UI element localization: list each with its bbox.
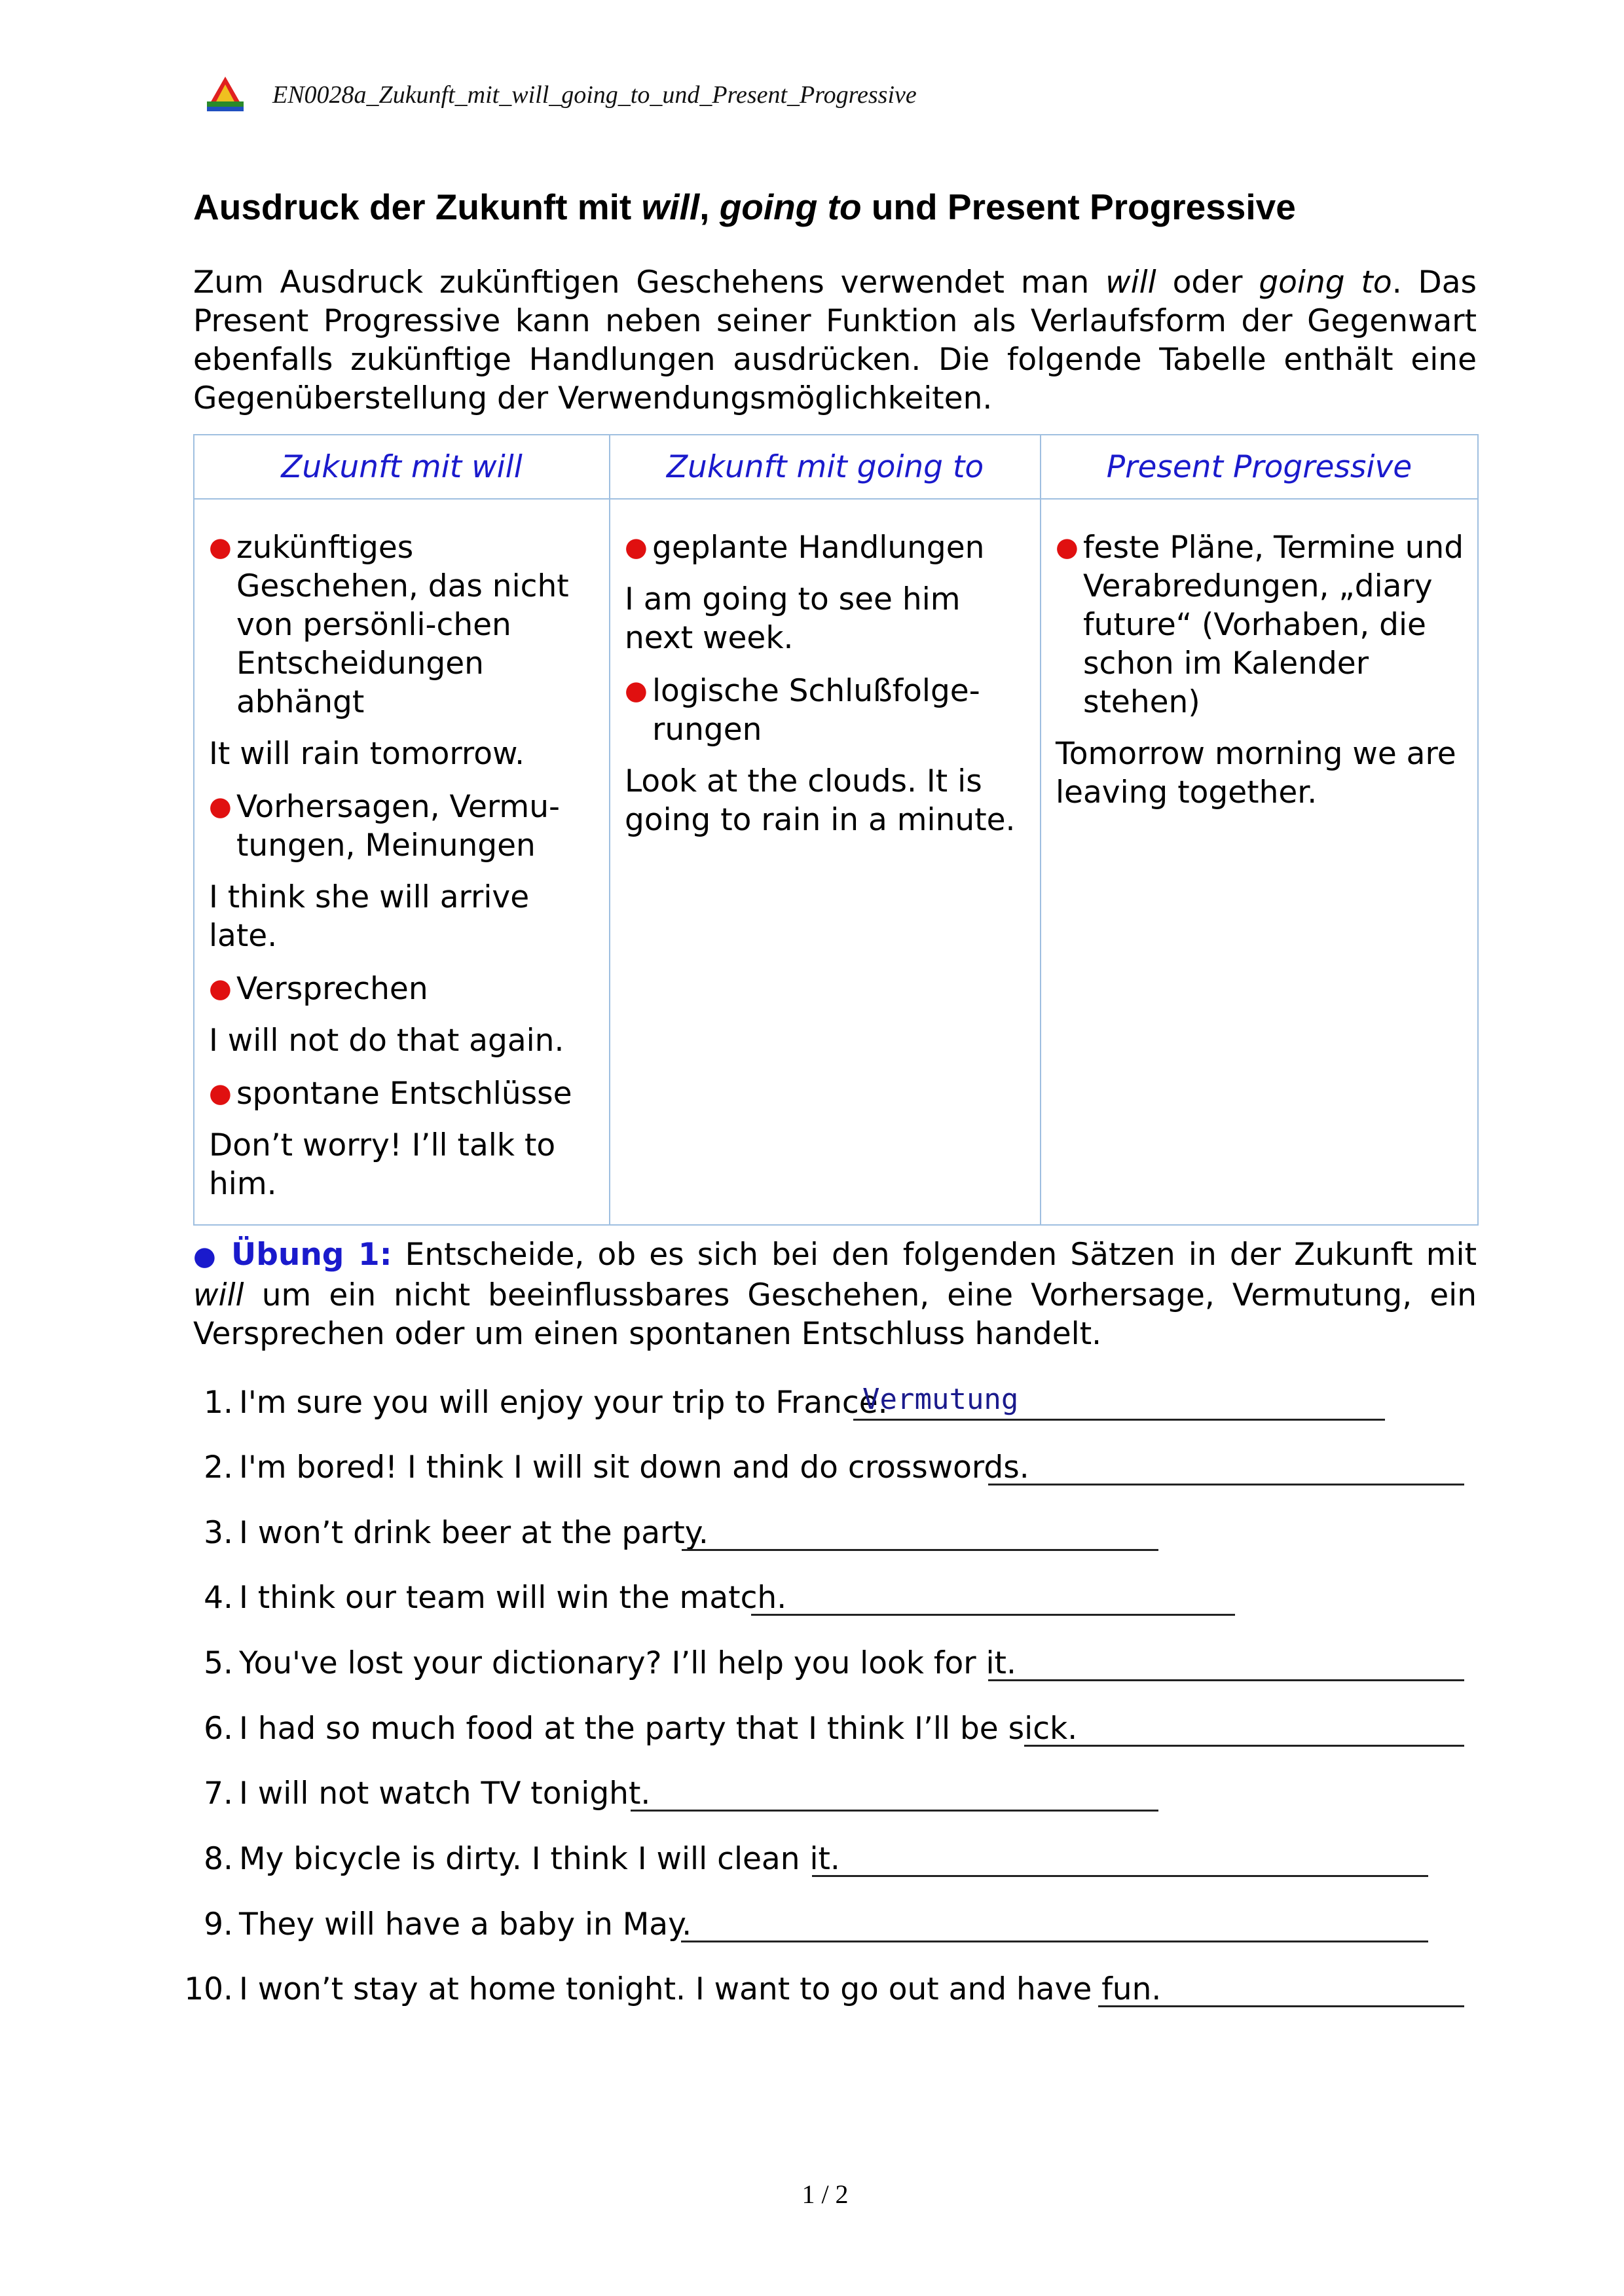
list-item: ● feste Pläne, Termine und Verabredungen, „diary future“ (Vorhaben, die schon im Kalender stehen) <box>1056 530 1464 720</box>
example-sentence: Look at the clouds. It is going to rain in a minute. <box>625 763 1016 838</box>
list-item: ● Versprechen <box>209 971 428 1007</box>
table-header-row <box>194 435 1478 499</box>
example-sentence: I think she will arrive late. <box>209 879 530 954</box>
header-present-progressive: Present Progressive <box>1041 435 1478 499</box>
exercise-instructions: ● Übung 1: Entscheide, ob es sich bei den folgenden Sätzen in der Zukunft mit will um ein nicht beeinflussbares Geschehen, eine Vorhersage, Vermutung, ein Versprechen oder um einen spontanen Entschluss handelt. <box>193 1237 1477 1352</box>
answer-field[interactable] <box>681 1904 1428 1942</box>
example-sentence: Tomorrow morning we are leaving together. <box>1056 736 1456 811</box>
example-sentence: It will rain tomorrow. <box>209 736 525 772</box>
publisher-logo-icon <box>204 75 246 115</box>
answer-field[interactable] <box>751 1577 1235 1616</box>
answer-field[interactable] <box>682 1512 1158 1551</box>
list-item: ● Vorhersagen, Vermu-tungen, Meinungen <box>209 789 560 864</box>
answer-field[interactable] <box>988 1447 1464 1485</box>
answer-field[interactable] <box>1098 1969 1464 2007</box>
answer-field[interactable] <box>1024 1708 1464 1747</box>
list-item: 1. I'm sure you will enjoy your trip to France. Vermutung <box>0 1381 1624 1421</box>
answer-field[interactable]: Vermutung <box>853 1382 1385 1421</box>
list-item: 3. I won’t drink beer at the party. <box>0 1512 1624 1551</box>
column-going-to <box>610 499 1041 1225</box>
answer-field[interactable] <box>988 1643 1464 1681</box>
column-present-progressive <box>1041 499 1478 1225</box>
example-sentence: I am going to see him next week. <box>625 581 961 656</box>
exercise-label: Übung 1: <box>231 1237 392 1273</box>
list-item: ● spontane Entschlüsse <box>209 1076 572 1112</box>
list-item: 6. I had so much food at the party that I think I’ll be sick. <box>0 1707 1624 1747</box>
example-sentence: I will not do that again. <box>209 1023 564 1059</box>
list-item: 10. I won’t stay at home tonight. I want to go out and have fun. <box>0 1968 1624 2007</box>
list-item: 5. You've lost your dictionary? I’ll help you look for it. <box>0 1642 1624 1681</box>
column-will <box>194 499 610 1225</box>
header-going-to: Zukunft mit going to <box>610 435 1041 499</box>
list-item: 2. I'm bored! I think I will sit down and do crosswords. <box>0 1446 1624 1485</box>
page-header <box>204 72 917 118</box>
bullet-icon: ● <box>209 1078 232 1108</box>
list-item: ● logische Schlußfolge-rungen <box>625 673 980 748</box>
list-item: 8. My bicycle is dirty. I think I will clean it. <box>0 1838 1624 1877</box>
header-filename: EN0028a_Zukunft_mit_will_going_to_und_Present_Progressive <box>272 81 917 109</box>
list-item: ● zukünftiges Geschehen, das nicht von persönli-chen Entscheidungen abhängt <box>209 530 569 720</box>
example-sentence: Don’t worry! I’ll talk to him. <box>209 1127 556 1202</box>
list-item: ● geplante Handlungen <box>625 530 985 566</box>
answer-field[interactable] <box>631 1773 1158 1812</box>
comparison-table <box>193 434 1479 1226</box>
list-item: 4. I think our team will win the match. <box>0 1576 1624 1616</box>
bullet-icon: ● <box>209 532 232 562</box>
page-number: 1 / 2 <box>802 2179 849 2209</box>
bullet-icon: ● <box>209 792 232 822</box>
header-will: Zukunft mit will <box>194 435 610 499</box>
list-item: 9. They will have a baby in May. <box>0 1903 1624 1942</box>
page-title: Ausdruck der Zukunft mit will, going to und Present Progressive <box>193 187 1296 227</box>
intro-paragraph: Zum Ausdruck zukünftigen Geschehens verwendet man will oder going to. Das Present Progressive kann neben seiner Funktion als Verlaufsform der Gegenwart ebenfalls zukünftige Handlungen ausdrücken. Die folgende Tabelle enthält eine Gegenüberstellung der Verwendungsmöglichkeiten. <box>193 264 1477 416</box>
bullet-icon: ● <box>209 974 232 1004</box>
list-item: 7. I will not watch TV tonight. <box>0 1772 1624 1812</box>
bullet-icon: ● <box>625 676 648 706</box>
table-body-row <box>194 499 1478 1225</box>
bullet-icon: ● <box>625 532 648 562</box>
bullet-icon: ● <box>193 1241 232 1271</box>
answer-field[interactable] <box>812 1838 1428 1877</box>
bullet-icon: ● <box>1056 532 1079 562</box>
